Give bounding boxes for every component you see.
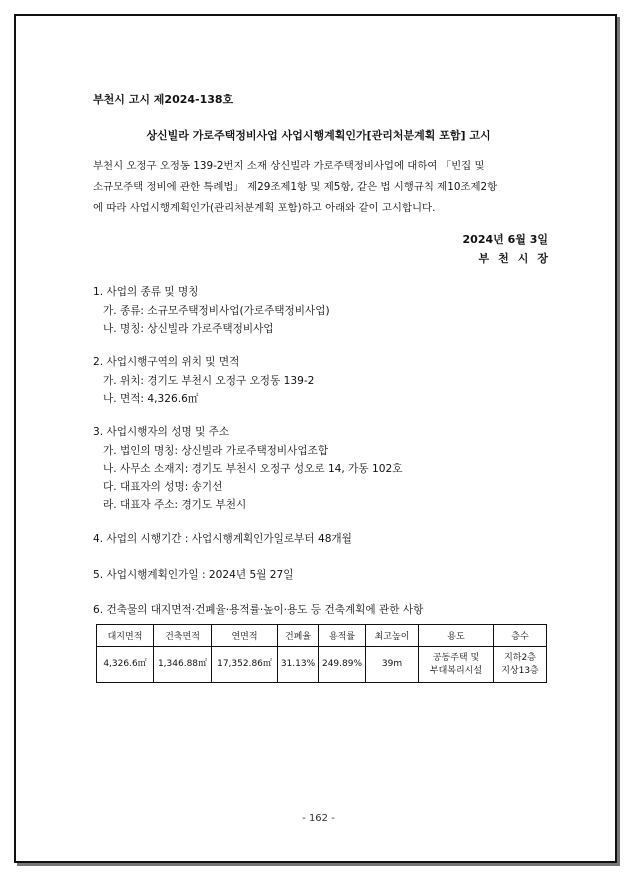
section-1-item-b: 나. 명칭: 상신빌라 가로주택정비사업 xyxy=(103,323,274,335)
section-5-heading: 5. 사업시행계획인가일 : 2024년 5월 27일 xyxy=(93,569,294,581)
table-row xyxy=(97,647,547,683)
section-2-heading: 2. 사업시행구역의 위치 및 면적 xyxy=(93,356,240,368)
table-header-cell: 건폐율 xyxy=(278,625,319,647)
intro-line: 부천시 오정구 오정동 139-2번지 소재 상신빌라 가로주택정비사업에 대하여 「빈집 및 xyxy=(93,160,485,172)
section-3-item-b: 나. 사무소 소재지: 경기도 부천시 오정구 성오로 14, 가동 102호 xyxy=(103,463,403,475)
section-3-item-c: 다. 대표자의 성명: 송기선 xyxy=(103,481,223,493)
notice-number: 부천시 고시 제2024-138호 xyxy=(93,93,234,106)
section-2-item-a: 가. 위치: 경기도 부천시 오정구 오정동 139-2 xyxy=(103,375,315,387)
table-header-cell: 용도 xyxy=(419,625,494,647)
table-header-cell: 층수 xyxy=(494,625,547,647)
table-header-cell: 용적률 xyxy=(319,625,366,647)
section-4-heading: 4. 사업의 시행기간 : 사업시행계획인가일로부터 48개월 xyxy=(93,533,352,545)
table-header-row xyxy=(97,625,547,647)
table-cell: 공동주택 및 부대복리시설 xyxy=(419,647,494,683)
page-number: - 162 - xyxy=(302,813,335,824)
section-1-item-a: 가. 종류: 소규모주택정비사업(가로주택정비사업) xyxy=(103,305,330,317)
table-cell: 249.89% xyxy=(319,647,366,683)
section-3-item-a: 가. 법인의 명칭: 상신빌라 가로주택정비사업조합 xyxy=(103,445,329,457)
table-header-cell: 연면적 xyxy=(212,625,278,647)
table-cell: 39m xyxy=(366,647,419,683)
intro-line: 에 따라 사업시행계획인가(관리처분계획 포함)하고 아래와 같이 고시합니다. xyxy=(93,202,436,214)
table-cell: 지하2층 지상13층 xyxy=(494,647,547,683)
section-3-item-d: 라. 대표자 주소: 경기도 부천시 xyxy=(103,499,247,511)
table-cell: 17,352.86㎡ xyxy=(212,647,278,683)
intro-line: 소규모주택 정비에 관한 특례법」 제29조제1항 및 제5항, 같은 법 시행규칙 제10조제2항 xyxy=(93,181,498,193)
notice-title: 상신빌라 가로주택정비사업 사업시행계획인가[관리처분계획 포함] 고시 xyxy=(146,129,491,142)
section-1-heading: 1. 사업의 종류 및 명칭 xyxy=(93,286,199,298)
section-3-heading: 3. 사업시행자의 성명 및 주소 xyxy=(93,426,230,438)
building-plan-table xyxy=(96,624,547,683)
table-header-cell: 대지면적 xyxy=(97,625,154,647)
table-cell: 4,326.6㎡ xyxy=(97,647,154,683)
intro-paragraph xyxy=(93,156,548,219)
section-2-item-b: 나. 면적: 4,326.6㎡ xyxy=(103,393,199,405)
section-6-heading: 6. 건축물의 대지면적·건폐율·용적률·높이·용도 등 건축계획에 관한 사항 xyxy=(93,604,424,616)
table-cell: 1,346.88㎡ xyxy=(154,647,212,683)
table-cell: 31.13% xyxy=(278,647,319,683)
table-header-cell: 건축면적 xyxy=(154,625,212,647)
table-header-cell: 최고높이 xyxy=(366,625,419,647)
issuer: 부천시장 xyxy=(478,252,557,265)
notice-date: 2024년 6월 3일 xyxy=(462,233,548,246)
